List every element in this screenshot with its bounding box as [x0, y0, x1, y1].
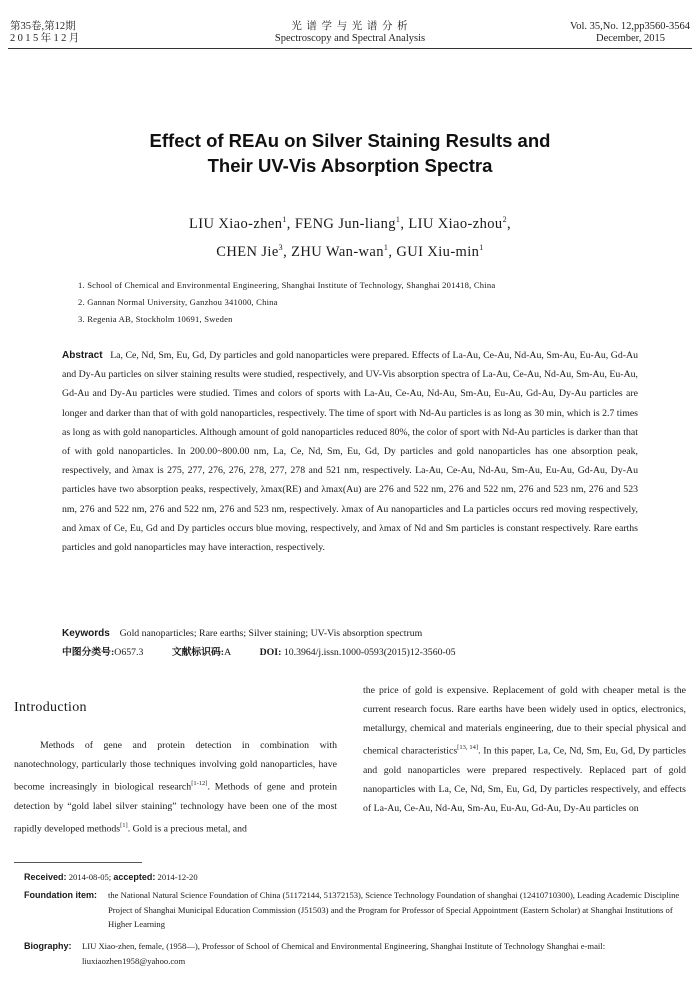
left-paragraph-1: Methods of gene and protein detection in combination with nanotechnology, particularly those techniques involving gold nanoparticles, have become increasingly in biological research [14, 740, 337, 793]
footnote-received [24, 870, 686, 885]
clc-code [62, 647, 143, 658]
paper-title [60, 128, 640, 178]
author-name: LIU Xiao-zhen [189, 215, 283, 232]
author-affil-sup: 3 [278, 242, 284, 252]
author-line-2: CHEN Jie$^3$, ZHU Wan-wan$^1$, GUI Xiu-$\min^1$ [216, 242, 484, 260]
footnote-foundation [24, 888, 686, 932]
received-value: 2014-08-05; [68, 872, 112, 882]
title-line-2: Their UV-Vis Absorption Spectra [207, 155, 493, 176]
right-paragraph-1: the price of gold is expensive. Replacement of gold with cheaper metal is the current research focus. Rare earths have been widely used in optics, electronics, metallurgy, chemical and materials engineering, due to their special physical and chemical characteristics [363, 685, 686, 757]
author-name: GUI Xiu-min [396, 243, 480, 260]
abstract [62, 346, 638, 557]
keywords [62, 626, 638, 642]
right-paragraph-2: . In this paper, La, Ce, Nd, Sm, Eu, Gd, Dy particles and gold nanoparticles were prepared respectively. Replaced part of gold nanoparticles with La, Ce, Nd, Sm, Eu, Gd, Dy particles respectively, and effects of La-Au, Ce-Au, Nd-Au, Sm-Au, Eu-Au, Gd-Au, Dy-Au particles on [363, 745, 686, 814]
author-affil-sup: 1 [383, 242, 389, 252]
doc-value: A [224, 647, 232, 658]
body-left-column [14, 736, 337, 838]
clc-value: O657.3 [114, 647, 144, 658]
header-rule [8, 48, 692, 49]
classification [62, 645, 638, 661]
author-affil-sup: 2 [502, 215, 507, 224]
abstract-label: Abstract [62, 350, 103, 361]
journal-title-en: Spectroscopy and Spectral Analysis [274, 33, 426, 44]
author-line-1: LIU Xiao-zhen$^1$, FENG Jun-liang$^1$, LIU Xiao-zhou$^2$, [189, 215, 511, 232]
citation: [1-12] [191, 780, 208, 788]
footnote-rule [14, 862, 142, 863]
affiliation-1: 1. School of Chemical and Environmental Engineering, Shanghai Institute of Technology, Shanghai 201418, China [78, 280, 496, 290]
footnote-biography [24, 939, 686, 968]
journal-volume-en: Vol. 35,No. 12,pp3560-3564 [570, 21, 690, 32]
title-line-1: Effect of REAu on Silver Staining Results and [149, 130, 551, 151]
journal-title-cn: 光 谱 学 与 光 谱 分 析 [291, 21, 409, 32]
accepted-value: 2014-12-20 [157, 872, 198, 882]
abstract-text: La, Ce, Nd, Sm, Eu, Gd, Dy particles and gold nanoparticles were prepared. Effects of La-Au, Ce-Au, Nd-Au, Sm-Au, Eu-Au, Gd-Au and Dy-Au particles on silver staining results were studied, respectively, and UV-Vis absorption spectra of La-Au, Ce-Au, Nd-Au, Sm-Au, Eu-Au, Gd-Au and Dy-Au particles were studied. Times and colors of sports with La-Au, Ce-Au, Nd-Au, Sm-Au, Eu-Au, Gd-Au, Dy-Au particles are longer and darker than that of with gold nanoparticles, respectively. The time of sport with Nd-Au particles is as long as 30 min, which is 2.7 times as long as with gold nanoparticles. Although amount of gold nanoparticles reduced 80%, the color of sport with Nd-Au particles is darker than that of with gold nanoparticles. In 200.00~800.00 nm, La, Ce, Nd, Sm, Eu, Gd, Dy particles and gold nanoparticles has one absorption peak, respectively, and λmax is 275, 277, 276, 276, 278, 277, 278 and 521 nm, respectively. La-Au, Ce-Au, Nd-Au, Sm-Au, Eu-Au, Gd-Au, Dy-Au particles have two absorption peaks, respectively, λmax(RE) and λmax(Au) are 276 and 522 nm, 276 and 522 nm, 276 and 523 nm, 276 and 523 nm, 276 and 522 nm, 276 and 522 nm, 276 and 523 nm, respectively. λmax of Au nanoparticles and La particles occurs red moving respectively, and λmax of Ce, Eu, Gd and Dy particles occurs blue moving, respectively, and λmax of Nd and Sm particles is constant respectively. Rare earths particles and gold nanoparticles may have interaction, respectively. [62, 350, 638, 554]
keywords-text: Gold nanoparticles; Rare earths; Silver staining; UV-Vis absorption spectrum [119, 628, 423, 639]
author-affil-sup: 1 [479, 242, 484, 252]
affiliation-3: 3. Regenia AB, Stockholm 10691, Sweden [78, 314, 233, 324]
foundation-value: the National Natural Science Foundation of China (51172144, 51372153), Science Technology Foundation of shanghai (12410710300), Leading Academic Discipline Project of Shanghai Municipal Education Commission (J51503) and the Program for Professor of Special Appointment (Eastern Scholar) at Shanghai Institutions of Higher Learning [108, 890, 680, 929]
keywords-label: Keywords [62, 628, 110, 639]
author-name: ZHU Wan-wan [291, 243, 384, 260]
body-right-column [363, 681, 686, 818]
received-label: Received: [24, 872, 67, 882]
doc-code [172, 647, 231, 658]
journal-volume-cn: 第35卷,第12期 [10, 21, 76, 32]
biography-label: Biography: [24, 941, 72, 951]
author-affil-sup: 1 [282, 215, 287, 224]
citation: [1] [120, 821, 128, 829]
biography-value: LIU Xiao-zhen, female, (1958—), Professor of School of Chemical and Environmental Engineering, Shanghai Institute of Technology Shanghai e-mail: liuxiaozhen1958@yahoo.com [82, 941, 606, 966]
journal-date-cn: 2015年12月 [10, 33, 82, 44]
foundation-label: Foundation item: [24, 890, 97, 900]
left-paragraph-2: . Methods of gene and protein detection by “gold label silver staining” technology have been one of the most rapidly developed methods [14, 781, 337, 834]
author-name: CHEN Jie [216, 243, 279, 260]
author-name: FENG Jun-liang [294, 215, 396, 232]
left-paragraph-3: . Gold is a precious metal, and [127, 822, 247, 834]
author-name: LIU Xiao-zhou [408, 215, 503, 232]
citation: [13, 14] [457, 744, 479, 752]
doi [260, 647, 456, 658]
affiliation-2: 2. Gannan Normal University, Ganzhou 341000, China [78, 297, 278, 307]
doi-value: 10.3964/j.issn.1000-0593(2015)12-3560-05 [283, 647, 456, 658]
clc-label: 中图分类号: [62, 647, 115, 658]
author-list [60, 208, 640, 264]
doc-label: 文献标识码: [171, 647, 225, 658]
doi-label: DOI: [259, 647, 282, 658]
journal-date-en: December, 2015 [596, 33, 665, 44]
author-affil-sup: 1 [395, 215, 401, 224]
section-heading-introduction: Introduction [14, 700, 87, 715]
accepted-label: accepted: [113, 872, 156, 882]
